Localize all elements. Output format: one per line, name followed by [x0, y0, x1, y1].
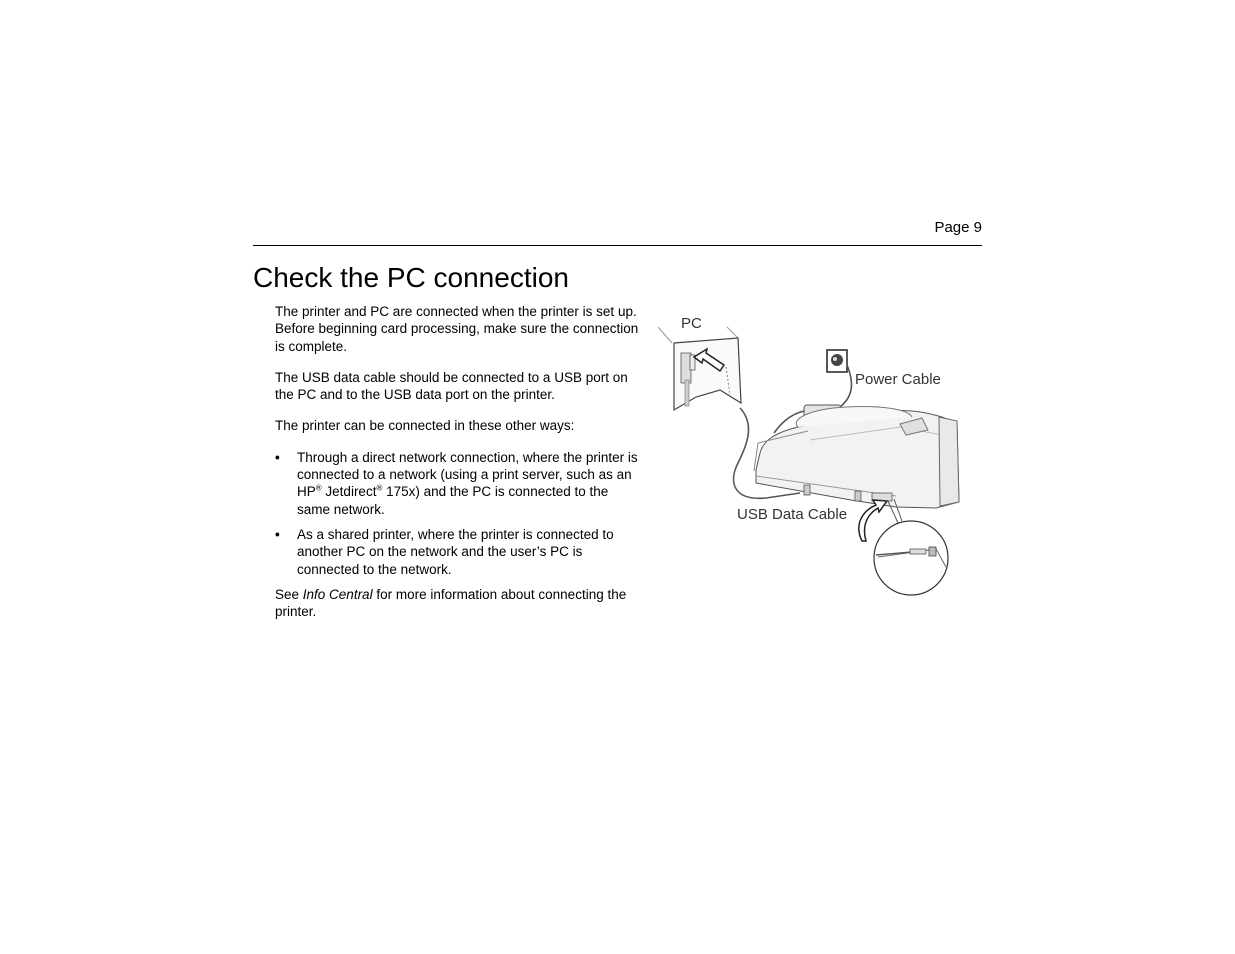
power-cable-label: Power Cable: [855, 371, 941, 388]
paragraph-other-ways: The printer can be connected in these other ways:: [275, 418, 575, 434]
network-text-1: Through a direct network connection, where the printer is connected to a network (using a print server, such as an HP: [297, 449, 638, 500]
see-prefix: See: [275, 586, 303, 602]
page-title: Check the PC connection: [253, 262, 569, 293]
list-item-network: [275, 449, 640, 518]
bullet-marker: •: [275, 526, 280, 542]
shared-text: As a shared printer, where the printer is connected to another PC on the network and the user’s PC is connected to the network.: [297, 526, 614, 577]
list-item-shared: [275, 526, 640, 578]
usb-data-cable-label: USB Data Cable: [737, 506, 848, 523]
registered-mark: ®: [376, 483, 383, 493]
connection-options-list: [275, 449, 640, 578]
paragraph-see-also: [275, 586, 640, 621]
pc-panel-illustration: [658, 327, 741, 410]
paragraph-usb: The USB data cable should be connected to a USB port on the PC and to the USB data port on the printer.: [275, 369, 628, 403]
network-text-3: 175x) and the PC is connected to the same network.: [297, 484, 609, 517]
see-suffix: for more information about connecting the printer.: [275, 586, 627, 620]
connection-diagram: [650, 305, 960, 600]
pc-label: PC: [681, 315, 702, 332]
info-central-reference: Info Central: [302, 586, 373, 602]
bullet-marker: •: [275, 449, 280, 465]
header-rule: [253, 245, 982, 246]
connection-illustration: [650, 305, 960, 600]
network-text-2: Jetdirect: [321, 484, 377, 500]
paragraph-intro: The printer and PC are connected when the printer is set up. Before beginning card processing, make sure the connection is complete.: [275, 304, 639, 354]
page-number: Page 9: [934, 219, 982, 236]
body-text: [275, 303, 640, 634]
usb-port-inset: [874, 499, 948, 595]
registered-mark: ®: [315, 483, 322, 493]
